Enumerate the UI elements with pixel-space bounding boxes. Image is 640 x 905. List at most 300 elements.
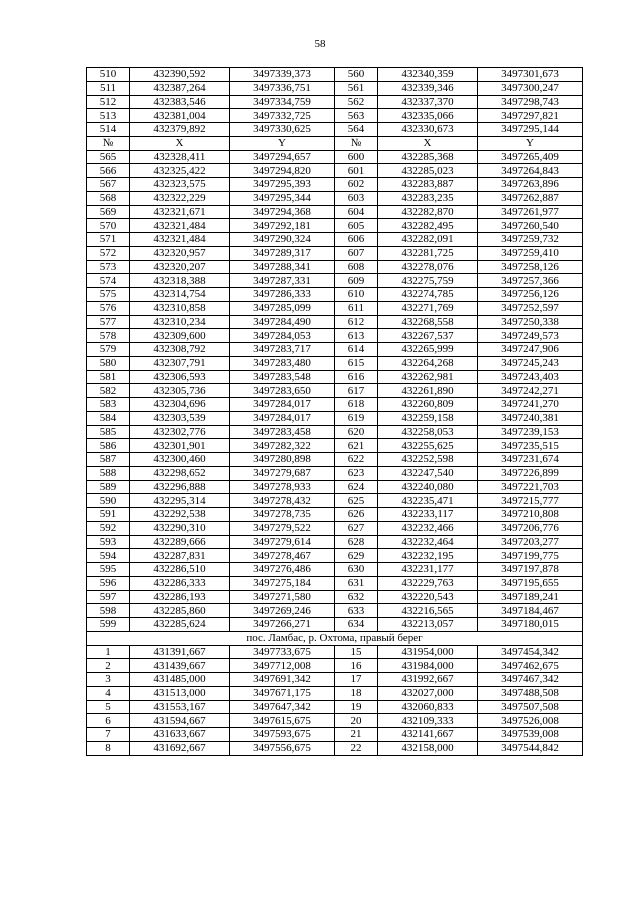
table-row [87,233,583,247]
section-title-row [87,631,583,645]
y-coordinate-cell: 3497332,725 [230,109,335,123]
point-number-cell: 7 [87,728,130,742]
y-coordinate-cell: 3497278,467 [230,549,335,563]
y-coordinate-cell: 3497488,508 [478,686,583,700]
x-coordinate-cell: 432320,207 [130,260,230,274]
y-coordinate-cell: 3497294,820 [230,164,335,178]
y-coordinate-cell: 3497221,703 [478,480,583,494]
x-coordinate-cell: 432216,565 [378,604,478,618]
point-number-cell: 512 [87,95,130,109]
y-coordinate-cell: 3497278,933 [230,480,335,494]
y-coordinate-cell: 3497252,597 [478,301,583,315]
point-number-cell: 21 [335,728,378,742]
point-number-cell: 586 [87,439,130,453]
table-row [87,384,583,398]
point-number-cell: 570 [87,219,130,233]
table-row [87,329,583,343]
point-number-cell: 592 [87,521,130,535]
x-coordinate-cell: 432231,177 [378,563,478,577]
x-coordinate-cell: 432390,592 [130,68,230,82]
table-row [87,466,583,480]
x-coordinate-cell: 432232,195 [378,549,478,563]
coordinates-table [86,67,583,756]
y-coordinate-cell: 3497295,393 [230,178,335,192]
point-number-cell: 597 [87,590,130,604]
x-coordinate-cell: 432304,696 [130,398,230,412]
y-coordinate-cell: 3497286,333 [230,288,335,302]
point-number-cell: 4 [87,686,130,700]
x-coordinate-cell: 432235,471 [378,494,478,508]
point-number-cell: 577 [87,315,130,329]
table-row [87,549,583,563]
table-row [87,425,583,439]
table-row [87,260,583,274]
point-number-cell: 561 [335,81,378,95]
point-number-cell: 598 [87,604,130,618]
point-number-cell: 584 [87,411,130,425]
point-number-cell: 620 [335,425,378,439]
x-coordinate-cell: 432240,080 [378,480,478,494]
table-row [87,370,583,384]
x-coordinate-cell: 432286,193 [130,590,230,604]
y-coordinate-cell: 3497284,490 [230,315,335,329]
table-row [87,604,583,618]
y-coordinate-cell: 3497282,322 [230,439,335,453]
point-number-cell: 621 [335,439,378,453]
point-number-cell: 579 [87,343,130,357]
x-coordinate-cell: 432339,346 [378,81,478,95]
table-row [87,246,583,260]
x-coordinate-cell: 432262,981 [378,370,478,384]
y-coordinate-cell: 3497462,675 [478,659,583,673]
y-coordinate-cell: 3497276,486 [230,563,335,577]
y-coordinate-cell: 3497279,522 [230,521,335,535]
x-coordinate-cell: 432229,763 [378,576,478,590]
x-coordinate-cell: 432323,575 [130,178,230,192]
x-coordinate-cell: 432309,600 [130,329,230,343]
table-row [87,219,583,233]
point-number-cell: 3 [87,673,130,687]
y-coordinate-cell: 3497289,317 [230,246,335,260]
point-number-cell: 614 [335,343,378,357]
point-number-cell: 629 [335,549,378,563]
x-coordinate-cell: 431692,667 [130,741,230,755]
x-coordinate-cell: 432285,368 [378,150,478,164]
y-coordinate-cell: 3497301,673 [478,68,583,82]
x-coordinate-cell: 432321,484 [130,233,230,247]
x-coordinate-cell: 431513,000 [130,686,230,700]
y-coordinate-cell: 3497235,515 [478,439,583,453]
table-row [87,439,583,453]
x-coordinate-cell: 432232,464 [378,535,478,549]
point-number-cell: 20 [335,714,378,728]
y-coordinate-cell: 3497257,366 [478,274,583,288]
x-coordinate-cell: 432260,809 [378,398,478,412]
point-number-cell: 605 [335,219,378,233]
y-coordinate-cell: 3497279,687 [230,466,335,480]
x-coordinate-cell: 432109,333 [378,714,478,728]
x-coordinate-cell: 432321,484 [130,219,230,233]
y-coordinate-cell: 3497294,368 [230,205,335,219]
point-number-cell: 603 [335,191,378,205]
x-coordinate-cell: 432283,887 [378,178,478,192]
y-coordinate-cell: 3497206,776 [478,521,583,535]
point-number-cell: 582 [87,384,130,398]
y-coordinate-cell: 3497184,467 [478,604,583,618]
point-number-cell: 564 [335,123,378,137]
table-row [87,590,583,604]
x-coordinate-cell: 431391,667 [130,645,230,659]
table-row [87,123,583,137]
x-coordinate-cell: 432303,539 [130,411,230,425]
table-row [87,288,583,302]
x-coordinate-cell: 432278,076 [378,260,478,274]
y-coordinate-cell: 3497295,344 [230,191,335,205]
table-row [87,356,583,370]
y-coordinate-cell: 3497259,732 [478,233,583,247]
x-coordinate-cell: 432271,769 [378,301,478,315]
x-coordinate-cell: 432267,537 [378,329,478,343]
x-coordinate-cell: 432281,725 [378,246,478,260]
x-coordinate-cell: 432289,666 [130,535,230,549]
y-coordinate-cell: 3497197,878 [478,563,583,577]
x-coordinate-cell: 432296,888 [130,480,230,494]
x-coordinate-cell: 431633,667 [130,728,230,742]
point-number-cell: 627 [335,521,378,535]
y-coordinate-cell: 3497189,241 [478,590,583,604]
y-coordinate-cell: 3497290,324 [230,233,335,247]
x-coordinate-cell: 432141,667 [378,728,478,742]
y-coordinate-cell: 3497250,338 [478,315,583,329]
point-number-cell: 615 [335,356,378,370]
y-coordinate-cell: 3497292,181 [230,219,335,233]
x-coordinate-cell: 432232,466 [378,521,478,535]
table-row [87,301,583,315]
x-coordinate-cell: 432306,593 [130,370,230,384]
x-coordinate-cell: 432060,833 [378,700,478,714]
x-coordinate-cell: 432259,158 [378,411,478,425]
y-coordinate-cell: 3497297,821 [478,109,583,123]
y-coordinate-cell: 3497300,247 [478,81,583,95]
x-coordinate-cell: 432292,538 [130,508,230,522]
x-coordinate-cell: 432340,359 [378,68,478,82]
y-coordinate-cell: 3497259,410 [478,246,583,260]
point-number-cell: 2 [87,659,130,673]
y-coordinate-cell: 3497507,508 [478,700,583,714]
column-header: № [335,136,378,150]
x-coordinate-cell: 432158,000 [378,741,478,755]
x-coordinate-cell: 432383,546 [130,95,230,109]
point-number-cell: 609 [335,274,378,288]
table-row [87,673,583,687]
table-row [87,521,583,535]
y-coordinate-cell: 3497671,175 [230,686,335,700]
y-coordinate-cell: 3497260,540 [478,219,583,233]
x-coordinate-cell: 432286,333 [130,576,230,590]
point-number-cell: 585 [87,425,130,439]
table-row [87,81,583,95]
y-coordinate-cell: 3497294,657 [230,150,335,164]
table-row [87,728,583,742]
point-number-cell: 568 [87,191,130,205]
x-coordinate-cell: 432301,901 [130,439,230,453]
table-row [87,453,583,467]
y-coordinate-cell: 3497264,843 [478,164,583,178]
y-coordinate-cell: 3497526,008 [478,714,583,728]
point-number-cell: 594 [87,549,130,563]
x-coordinate-cell: 432220,543 [378,590,478,604]
y-coordinate-cell: 3497283,548 [230,370,335,384]
y-coordinate-cell: 3497275,184 [230,576,335,590]
x-coordinate-cell: 432320,957 [130,246,230,260]
y-coordinate-cell: 3497240,381 [478,411,583,425]
point-number-cell: 589 [87,480,130,494]
x-coordinate-cell: 432247,540 [378,466,478,480]
y-coordinate-cell: 3497210,808 [478,508,583,522]
point-number-cell: 626 [335,508,378,522]
x-coordinate-cell: 432282,495 [378,219,478,233]
x-coordinate-cell: 432027,000 [378,686,478,700]
y-coordinate-cell: 3497691,342 [230,673,335,687]
y-coordinate-cell: 3497283,458 [230,425,335,439]
y-coordinate-cell: 3497288,341 [230,260,335,274]
point-number-cell: 624 [335,480,378,494]
x-coordinate-cell: 432283,235 [378,191,478,205]
point-number-cell: 583 [87,398,130,412]
y-coordinate-cell: 3497231,674 [478,453,583,467]
x-coordinate-cell: 432295,314 [130,494,230,508]
point-number-cell: 1 [87,645,130,659]
x-coordinate-cell: 432298,652 [130,466,230,480]
table-row [87,205,583,219]
table-row [87,714,583,728]
x-coordinate-cell: 432310,858 [130,301,230,315]
point-number-cell: 569 [87,205,130,219]
y-coordinate-cell: 3497283,650 [230,384,335,398]
y-coordinate-cell: 3497339,373 [230,68,335,82]
point-number-cell: 612 [335,315,378,329]
point-number-cell: 633 [335,604,378,618]
y-coordinate-cell: 3497287,331 [230,274,335,288]
x-coordinate-cell: 432335,066 [378,109,478,123]
table-header-row [87,136,583,150]
point-number-cell: 606 [335,233,378,247]
y-coordinate-cell: 3497712,008 [230,659,335,673]
page-number: 58 [314,38,326,50]
y-coordinate-cell: 3497258,126 [478,260,583,274]
point-number-cell: 567 [87,178,130,192]
x-coordinate-cell: 432285,023 [378,164,478,178]
point-number-cell: 578 [87,329,130,343]
point-number-cell: 565 [87,150,130,164]
x-coordinate-cell: 431992,667 [378,673,478,687]
point-number-cell: 576 [87,301,130,315]
x-coordinate-cell: 432379,892 [130,123,230,137]
point-number-cell: 575 [87,288,130,302]
table-row [87,576,583,590]
point-number-cell: 566 [87,164,130,178]
point-number-cell: 573 [87,260,130,274]
x-coordinate-cell: 432305,736 [130,384,230,398]
y-coordinate-cell: 3497556,675 [230,741,335,755]
y-coordinate-cell: 3497256,126 [478,288,583,302]
point-number-cell: 602 [335,178,378,192]
y-coordinate-cell: 3497334,759 [230,95,335,109]
point-number-cell: 622 [335,453,378,467]
x-coordinate-cell: 432318,388 [130,274,230,288]
point-number-cell: 625 [335,494,378,508]
point-number-cell: 618 [335,398,378,412]
column-header: Y [230,136,335,150]
y-coordinate-cell: 3497336,751 [230,81,335,95]
table-row [87,95,583,109]
table-row [87,508,583,522]
x-coordinate-cell: 432290,310 [130,521,230,535]
point-number-cell: 15 [335,645,378,659]
y-coordinate-cell: 3497269,246 [230,604,335,618]
y-coordinate-cell: 3497215,777 [478,494,583,508]
point-number-cell: 574 [87,274,130,288]
point-number-cell: 601 [335,164,378,178]
table-row [87,315,583,329]
y-coordinate-cell: 3497283,480 [230,356,335,370]
y-coordinate-cell: 3497647,342 [230,700,335,714]
x-coordinate-cell: 432255,625 [378,439,478,453]
column-header: X [378,136,478,150]
table-row [87,274,583,288]
x-coordinate-cell: 432265,999 [378,343,478,357]
x-coordinate-cell: 432264,268 [378,356,478,370]
y-coordinate-cell: 3497284,017 [230,398,335,412]
table-row [87,645,583,659]
y-coordinate-cell: 3497241,270 [478,398,583,412]
x-coordinate-cell: 432275,759 [378,274,478,288]
point-number-cell: 560 [335,68,378,82]
point-number-cell: 631 [335,576,378,590]
point-number-cell: 513 [87,109,130,123]
y-coordinate-cell: 3497262,887 [478,191,583,205]
table-row [87,535,583,549]
x-coordinate-cell: 431594,667 [130,714,230,728]
table-row [87,109,583,123]
x-coordinate-cell: 432287,831 [130,549,230,563]
y-coordinate-cell: 3497330,625 [230,123,335,137]
table-row [87,480,583,494]
x-coordinate-cell: 432387,264 [130,81,230,95]
x-coordinate-cell: 432282,870 [378,205,478,219]
point-number-cell: 595 [87,563,130,577]
x-coordinate-cell: 431485,000 [130,673,230,687]
y-coordinate-cell: 3497593,675 [230,728,335,742]
x-coordinate-cell: 432252,598 [378,453,478,467]
y-coordinate-cell: 3497247,906 [478,343,583,357]
point-number-cell: 562 [335,95,378,109]
point-number-cell: 604 [335,205,378,219]
x-coordinate-cell: 432310,234 [130,315,230,329]
y-coordinate-cell: 3497199,775 [478,549,583,563]
point-number-cell: 628 [335,535,378,549]
y-coordinate-cell: 3497295,144 [478,123,583,137]
point-number-cell: 587 [87,453,130,467]
table-row [87,411,583,425]
x-coordinate-cell: 431984,000 [378,659,478,673]
point-number-cell: 623 [335,466,378,480]
point-number-cell: 617 [335,384,378,398]
x-coordinate-cell: 432274,785 [378,288,478,302]
point-number-cell: 511 [87,81,130,95]
y-coordinate-cell: 3497278,432 [230,494,335,508]
y-coordinate-cell: 3497285,099 [230,301,335,315]
y-coordinate-cell: 3497298,743 [478,95,583,109]
x-coordinate-cell: 431954,000 [378,645,478,659]
x-coordinate-cell: 432285,860 [130,604,230,618]
y-coordinate-cell: 3497544,842 [478,741,583,755]
y-coordinate-cell: 3497242,271 [478,384,583,398]
y-coordinate-cell: 3497284,017 [230,411,335,425]
point-number-cell: 610 [335,288,378,302]
y-coordinate-cell: 3497454,342 [478,645,583,659]
point-number-cell: 613 [335,329,378,343]
point-number-cell: 619 [335,411,378,425]
table-row [87,686,583,700]
y-coordinate-cell: 3497279,614 [230,535,335,549]
point-number-cell: 571 [87,233,130,247]
y-coordinate-cell: 3497245,243 [478,356,583,370]
table-row [87,191,583,205]
y-coordinate-cell: 3497539,008 [478,728,583,742]
table-row [87,178,583,192]
x-coordinate-cell: 432286,510 [130,563,230,577]
y-coordinate-cell: 3497271,580 [230,590,335,604]
point-number-cell: 588 [87,466,130,480]
table-row [87,343,583,357]
x-coordinate-cell: 432328,411 [130,150,230,164]
y-coordinate-cell: 3497180,015 [478,618,583,632]
point-number-cell: 16 [335,659,378,673]
point-number-cell: 6 [87,714,130,728]
section-title: пос. Ламбас, р. Охтома, правый берег [87,631,583,645]
y-coordinate-cell: 3497265,409 [478,150,583,164]
point-number-cell: 596 [87,576,130,590]
y-coordinate-cell: 3497733,675 [230,645,335,659]
point-number-cell: 580 [87,356,130,370]
point-number-cell: 608 [335,260,378,274]
table-row [87,700,583,714]
y-coordinate-cell: 3497203,277 [478,535,583,549]
point-number-cell: 630 [335,563,378,577]
point-number-cell: 590 [87,494,130,508]
point-number-cell: 593 [87,535,130,549]
x-coordinate-cell: 432337,370 [378,95,478,109]
x-coordinate-cell: 432330,673 [378,123,478,137]
column-header: № [87,136,130,150]
point-number-cell: 611 [335,301,378,315]
x-coordinate-cell: 432285,624 [130,618,230,632]
x-coordinate-cell: 431553,167 [130,700,230,714]
y-coordinate-cell: 3497284,053 [230,329,335,343]
x-coordinate-cell: 432302,776 [130,425,230,439]
x-coordinate-cell: 432314,754 [130,288,230,302]
x-coordinate-cell: 432321,671 [130,205,230,219]
x-coordinate-cell: 431439,667 [130,659,230,673]
x-coordinate-cell: 432381,004 [130,109,230,123]
point-number-cell: 510 [87,68,130,82]
y-coordinate-cell: 3497266,271 [230,618,335,632]
column-header: X [130,136,230,150]
point-number-cell: 514 [87,123,130,137]
point-number-cell: 600 [335,150,378,164]
y-coordinate-cell: 3497243,403 [478,370,583,384]
